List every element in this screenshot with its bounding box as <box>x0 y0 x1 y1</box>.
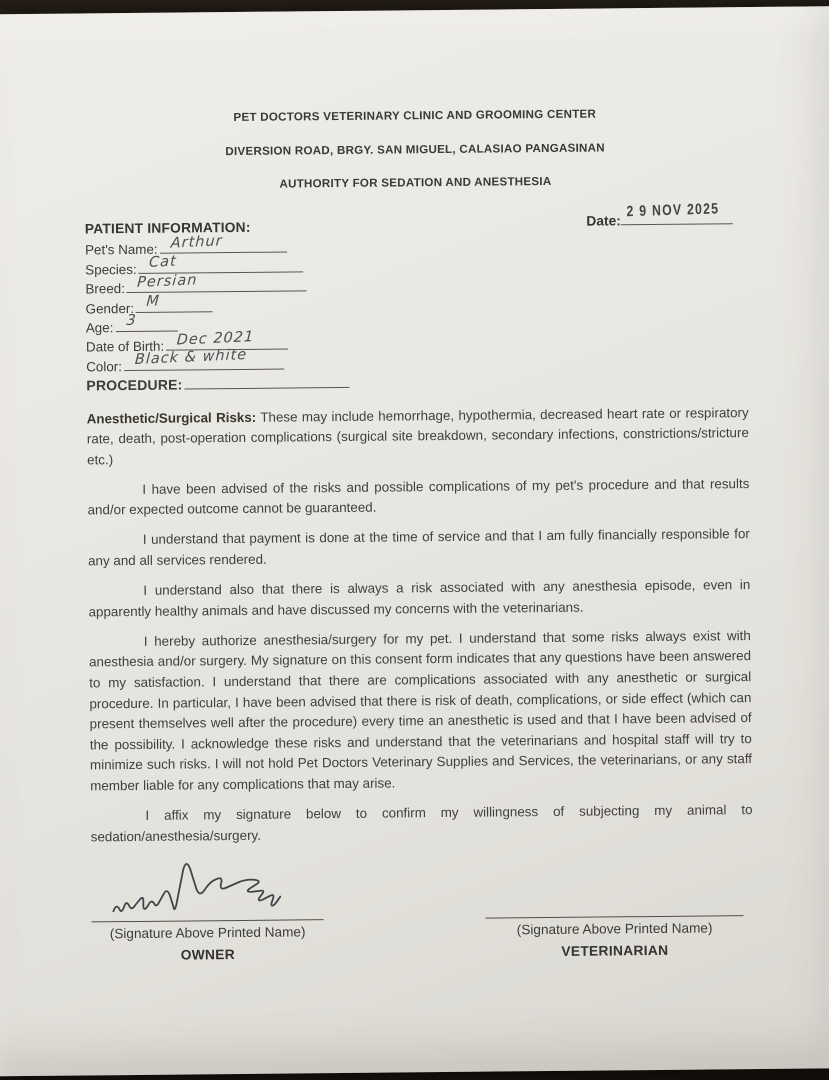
species-handwritten-value: Cat <box>148 253 178 271</box>
color-handwritten-value: Black & white <box>134 347 248 369</box>
pet-name-handwritten-value: Arthur <box>169 233 223 252</box>
age-underline <box>115 312 177 332</box>
field-species: Species: Cat <box>85 253 747 279</box>
field-age: Age: 3 <box>86 311 748 337</box>
clinic-name: PET DOCTORS VETERINARY CLINIC AND GROOMING CENTER <box>233 107 597 125</box>
veterinarian-signature-caption: (Signature Above Printed Name) <box>516 920 713 938</box>
pet-name-underline <box>159 233 286 254</box>
owner-signature-scribble <box>99 854 310 924</box>
gender-handwritten-value: M <box>146 293 161 310</box>
clinic-address: DIVERSION ROAD, BRGY. SAN MIGUEL, CALASIAO PANGASINAN <box>225 141 605 158</box>
consent-form-paper <box>0 6 829 1076</box>
owner-signature-block <box>91 885 324 966</box>
paragraph-anesthesia-risk: I understand also that there is always a risk associated with any anesthesia episode, even in apparently healthy animals and have discussed my concerns with the veterinarians. <box>88 577 751 620</box>
risks-label: Anesthetic/Surgical Risks: <box>86 409 257 426</box>
owner-role-label: OWNER <box>180 946 236 963</box>
patient-information-section <box>84 200 749 395</box>
gender-underline <box>136 293 213 313</box>
veterinarian-signature-block <box>485 881 744 963</box>
field-date-of-birth: Date of Birth: Dec 2021 <box>86 330 748 356</box>
date-stamp: 2 9 NOV 2025 <box>626 200 720 221</box>
owner-signature-line <box>91 885 323 922</box>
date-of-birth-handwritten-value: Dec 2021 <box>176 328 255 349</box>
owner-signature-caption: (Signature Above Printed Name) <box>109 924 306 942</box>
paragraph-payment: I understand that payment is done at the time of service and that I am fully financially responsible for any and all services rendered. <box>87 526 750 569</box>
paragraph-authorization: I hereby authorize anesthesia/surgery for my pet. I understand that some risks always exist with anesthesia and/or surgery. My signature on this consent form indicates that any questions have been answered to my satisfaction. I understand that there are complications associated with any anesthetic or surgical procedure. In particular, I have been advised that there is risk of death, complications, or side effect (which can present themselves well after the procedure) every time an anesthetic is used and that I have been advised of the possibility. I acknowledge these risks and understand that the veterinarians and hospital staff will try to minimize such risks. I will not hold Pet Doctors Veterinary Supplies and Services, the veterinarians, or any staff member liable for any complications that may arise. <box>88 627 753 794</box>
breed-handwritten-value: Persian <box>137 271 199 291</box>
veterinarian-signature-line <box>485 881 743 918</box>
patient-information-heading: PATIENT INFORMATION: <box>84 219 251 237</box>
risks-text: These may include hemorrhage, hypothermia, decreased heart rate or respiratory rate, death, post-operation complications (surgical site breakdown, secondary infections, constrictions/stricture etc.) <box>86 404 749 468</box>
age-handwritten-value: 3 <box>125 312 137 330</box>
field-procedure: PROCEDURE: <box>86 369 748 395</box>
field-gender: Gender: M <box>86 292 748 318</box>
form-title: AUTHORITY FOR SEDATION AND ANESTHESIA <box>279 175 552 191</box>
document-content <box>83 7 755 1075</box>
field-breed: Breed: Persian <box>85 272 747 298</box>
field-pet-name: Pet's Name: Arthur <box>85 233 747 259</box>
paragraph-advised-risks: I have been advised of the risks and possible complications of my pet's procedure and that results and/or expected outcome cannot be guaranteed. <box>87 475 750 518</box>
field-color: Color: Black & white <box>86 350 748 376</box>
risks-paragraph <box>87 403 750 471</box>
paragraph-affix-signature: I affix my signature below to confirm my willingness of subjecting my animal to sedation/anesthesia/surgery. <box>90 802 753 845</box>
date-field <box>586 200 733 232</box>
date-underline <box>621 200 733 225</box>
veterinarian-role-label: VETERINARIAN <box>561 942 669 959</box>
procedure-underline <box>184 373 349 390</box>
consent-body <box>87 403 753 848</box>
signature-section <box>91 881 754 967</box>
date-label: Date: <box>586 213 621 229</box>
